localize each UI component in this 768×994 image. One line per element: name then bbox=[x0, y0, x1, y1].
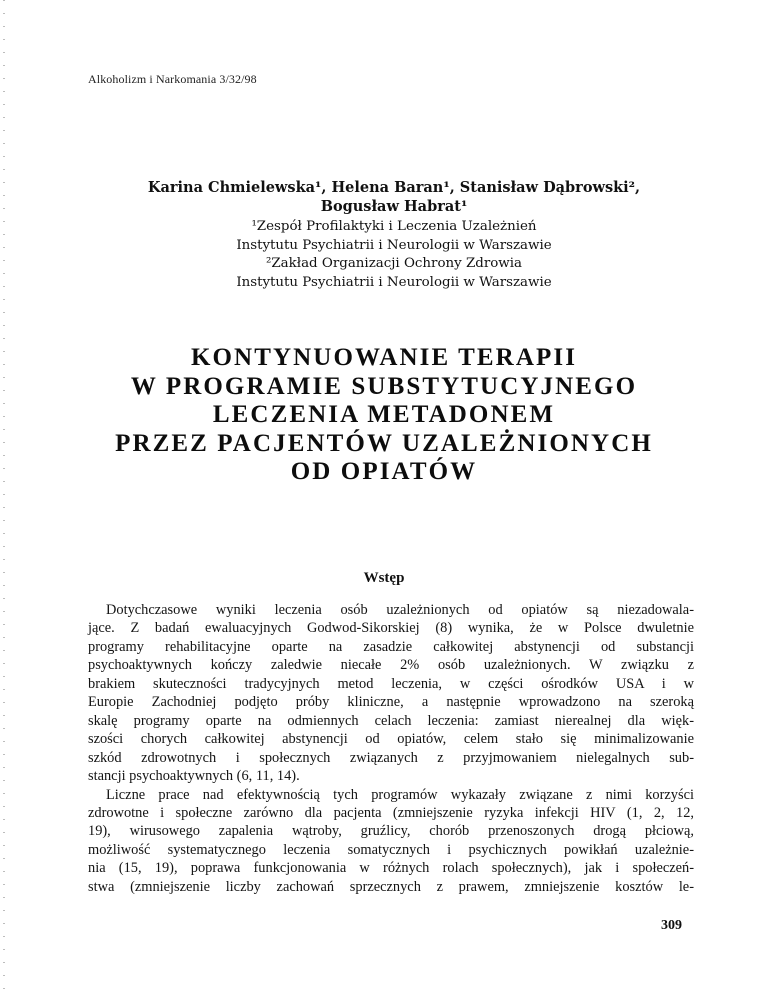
article-title bbox=[60, 344, 708, 487]
affiliation-line: Instytutu Psychiatrii i Neurologii w Warszawie bbox=[236, 237, 552, 253]
author-list bbox=[100, 178, 688, 216]
title-line: KONTYNUOWANIE TERAPII bbox=[190, 344, 578, 371]
text-line: zdrowotne i społeczne zarówno dla pacjenta (zmniejszenie ryzyka infekcji HIV (1, 2, 12, bbox=[88, 804, 694, 821]
text-line: szkód zdrowotnych i społecznych związanych z przyjmowaniem nielegalnych sub- bbox=[88, 749, 694, 766]
text-line: możliwość systematycznego leczenia somatycznych i psychicznych powikłań uzależnie- bbox=[88, 841, 694, 858]
affiliation-line: ¹Zespół Profilaktyki i Leczenia Uzależnień bbox=[251, 219, 537, 234]
text-line: stancji psychoaktywnych (6, 11, 14). bbox=[88, 768, 300, 785]
text-line: 19), wirusowego zapalenia wątroby, gruźlicy, chorób przenoszonych drogą płciową, bbox=[88, 823, 694, 840]
affiliations bbox=[100, 218, 688, 292]
text-line: Europie Zachodniej podjęto próby kliniczne, a następnie wprowadzono na szeroką bbox=[88, 694, 694, 711]
running-head: Alkoholizm i Narkomania 3/32/98 bbox=[88, 72, 257, 86]
text-line: stwa (zmniejszenie liczby zachowań sprzecznych z prawem, zmniejszenie kosztów le- bbox=[88, 878, 694, 895]
binding-edge-marks bbox=[3, 0, 5, 994]
title-line: W PROGRAMIE SUBSTYTUCYJNEGO bbox=[130, 372, 638, 400]
text-line: Dotychczasowe wyniki leczenia osób uzależnionych od opiatów są niezadowala- bbox=[106, 602, 694, 618]
title-line: OD OPIATÓW bbox=[290, 458, 478, 485]
text-line: programy rehabilitacyjne oparte na zasadzie całkowitej abstynencji od substancji bbox=[88, 638, 694, 655]
title-line: PRZEZ PACJENTÓW UZALEŻNIONYCH bbox=[115, 429, 653, 457]
text-line: skalę programy oparte na odmiennych celach leczenia: zamiast nierealnej dla więk- bbox=[88, 712, 694, 729]
author-line-1: Karina Chmielewska¹, Helena Baran¹, Stanisław Dąbrowski², bbox=[147, 179, 641, 196]
text-line: szości chorych całkowitej abstynencji od opiatów, celem stało się minimalizowanie bbox=[88, 731, 694, 748]
section-heading: Wstęp bbox=[363, 570, 405, 586]
text-line: nia (15, 19), poprawa funkcjonowania w różnych rolach społecznych), jak i społeczeń- bbox=[88, 860, 694, 877]
title-line: LECZENIA METADONEM bbox=[212, 401, 556, 428]
text-line: Liczne prace nad efektywnością tych programów wykazały związane z nimi korzyści bbox=[106, 786, 694, 803]
text-line: psychoaktywnych kończy zaledwie niecałe 2% osób uzależnionych. W związku z bbox=[88, 657, 694, 674]
paragraph-1 bbox=[88, 601, 694, 786]
text-line: brakiem skuteczności tradycyjnych metod leczenia, w części ośrodków USA i w bbox=[88, 675, 694, 692]
author-line-2: Bogusław Habrat¹ bbox=[320, 198, 468, 215]
page-number: 309 bbox=[661, 918, 682, 933]
affiliation-line: Instytutu Psychiatrii i Neurologii w Warszawie bbox=[236, 274, 552, 290]
affiliation-line: ²Zakład Organizacji Ochrony Zdrowia bbox=[265, 256, 523, 271]
paragraph-2 bbox=[88, 786, 694, 897]
body-text bbox=[88, 601, 694, 896]
text-line: jące. Z badań ewaluacyjnych Godwod-Sikorskiej (8) wynika, że w Polsce dwuletnie bbox=[88, 620, 694, 637]
